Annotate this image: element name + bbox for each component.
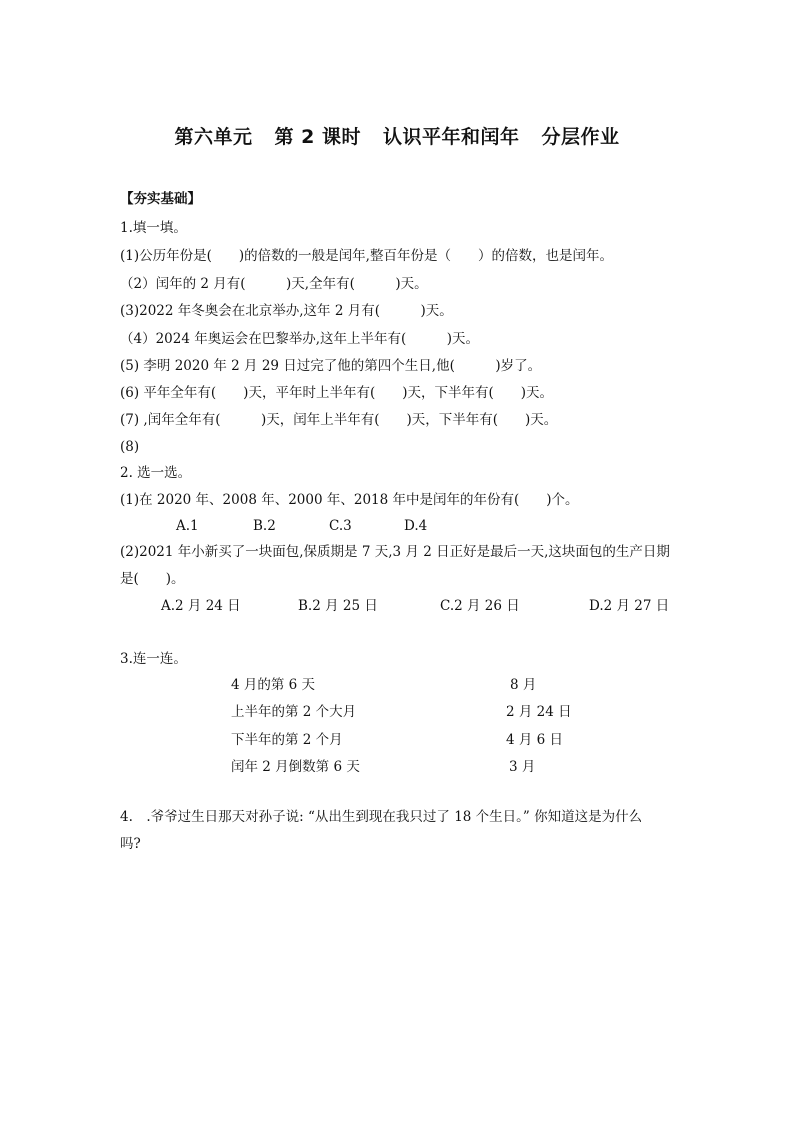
q3-right-item-2: 2 月 24 日 bbox=[506, 704, 572, 720]
q2-sub1-option-c: C.3 bbox=[329, 518, 352, 534]
q3-right-item-3: 4 月 6 日 bbox=[506, 732, 564, 748]
section-heading-basic: 【夯实基础】 bbox=[120, 191, 201, 207]
q1-item-7: (7) ,闰年全年有( )天，闰年上半年有( )天，下半年有( )天。 bbox=[120, 412, 558, 428]
q1-item-5: (5) 李明 2020 年 2 月 29 日过完了他的第四个生日,他( )岁了。 bbox=[120, 358, 542, 374]
title-kind: 分层作业 bbox=[541, 126, 620, 148]
q1-item-4: （4）2024 年奥运会在巴黎举办,这年上半年有( )天。 bbox=[120, 331, 480, 347]
q3-right-item-4: 3 月 bbox=[509, 759, 536, 775]
q2-sub2-option-a: A.2 月 24 日 bbox=[161, 598, 241, 614]
q3-right-item-1: 8 月 bbox=[510, 677, 537, 693]
q4-line1: 4. .爷爷过生日那天对孙子说: “从出生到现在我只过了 18 个生日。” 你知道这是为什么 bbox=[120, 809, 643, 825]
q1-heading: 1.填一填。 bbox=[120, 220, 187, 236]
q2-sub2-option-d: D.2 月 27 日 bbox=[589, 598, 670, 614]
q3-left-item-1: 4 月的第 6 天 bbox=[231, 677, 316, 693]
q1-item-1: (1)公历年份是( )的倍数的一般是闰年,整百年份是（ ）的倍数，也是闰年。 bbox=[120, 248, 613, 264]
page-title bbox=[0, 122, 794, 149]
q2-sub1-option-a: A.1 bbox=[176, 518, 199, 534]
q3-left-item-4: 闰年 2 月倒数第 6 天 bbox=[231, 759, 360, 775]
q2-sub1-question: (1)在 2020 年、2008 年、2000 年、2018 年中是闰年的年份有( )个。 bbox=[120, 492, 579, 508]
q2-sub1-option-b: B.2 bbox=[253, 518, 276, 534]
title-topic: 认识平年和闰年 bbox=[382, 126, 520, 148]
q3-left-item-3: 下半年的第 2 个月 bbox=[231, 732, 343, 748]
q3-heading: 3.连一连。 bbox=[120, 651, 187, 667]
q1-item-3: (3)2022 年冬奥会在北京举办,这年 2 月有( )天。 bbox=[120, 303, 453, 319]
title-unit: 第六单元 bbox=[174, 126, 253, 148]
q1-item-8: (8) bbox=[120, 439, 140, 455]
q3-left-item-2: 上半年的第 2 个大月 bbox=[231, 704, 357, 720]
title-lesson: 第 2 课时 bbox=[274, 126, 361, 148]
q1-item-6: (6) 平年全年有( )天，平年时上半年有( )天，下半年有( )天。 bbox=[120, 385, 554, 401]
q2-heading: 2. 选一选。 bbox=[120, 465, 192, 481]
q2-sub2-option-c: C.2 月 26 日 bbox=[440, 598, 520, 614]
q2-sub1-option-d: D.4 bbox=[404, 518, 428, 534]
q2-sub2-option-b: B.2 月 25 日 bbox=[298, 598, 378, 614]
q2-sub2-question-line2: 是( )。 bbox=[120, 571, 185, 587]
q2-sub2-question-line1: (2)2021 年小新买了一块面包,保质期是 7 天,3 月 2 日正好是最后一天,这块面包的生产日期 bbox=[120, 544, 670, 560]
q4-line2: 吗? bbox=[120, 836, 141, 852]
q1-item-2: （2）闰年的 2 月有( )天,全年有( )天。 bbox=[120, 276, 428, 292]
